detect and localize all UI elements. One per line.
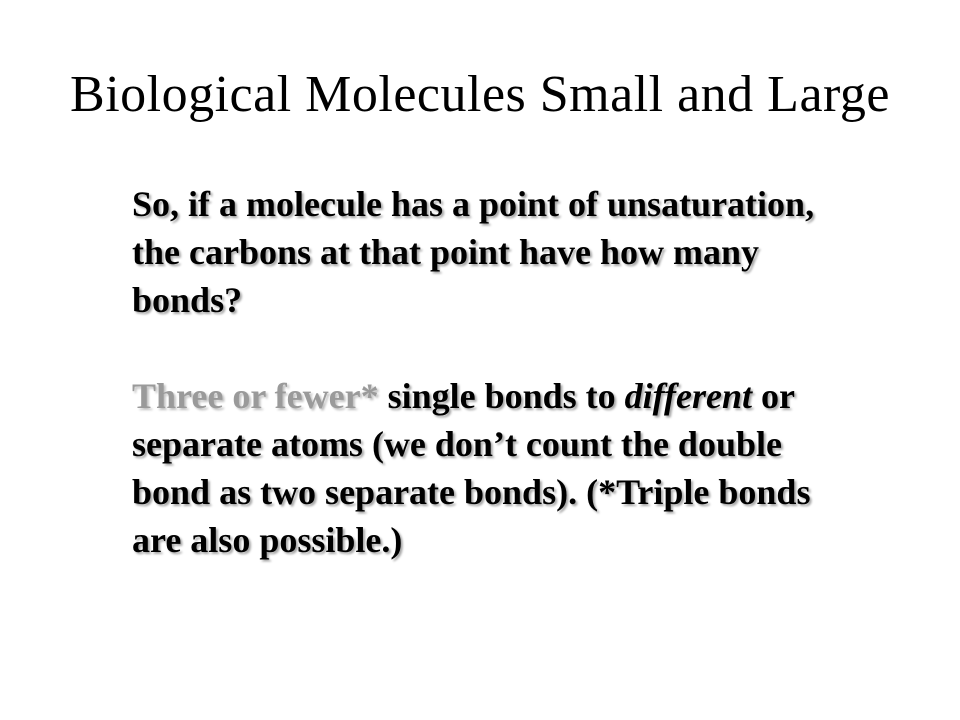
- answer-paragraph: [132, 372, 822, 564]
- answer-text-part1: single bonds to: [378, 376, 625, 416]
- question-paragraph: So, if a molecule has a point of unsaturation, the carbons at that point have how many bonds?: [132, 184, 815, 320]
- answer-text-part2: or separate atoms (we don’t count the double bond as two separate bonds). (*Triple bonds are also possible.): [132, 376, 811, 560]
- answer-highlight: Three or fewer*: [132, 376, 379, 416]
- answer-emphasis: different: [624, 376, 752, 416]
- slide-title: Biological Molecules Small and Large: [70, 66, 890, 123]
